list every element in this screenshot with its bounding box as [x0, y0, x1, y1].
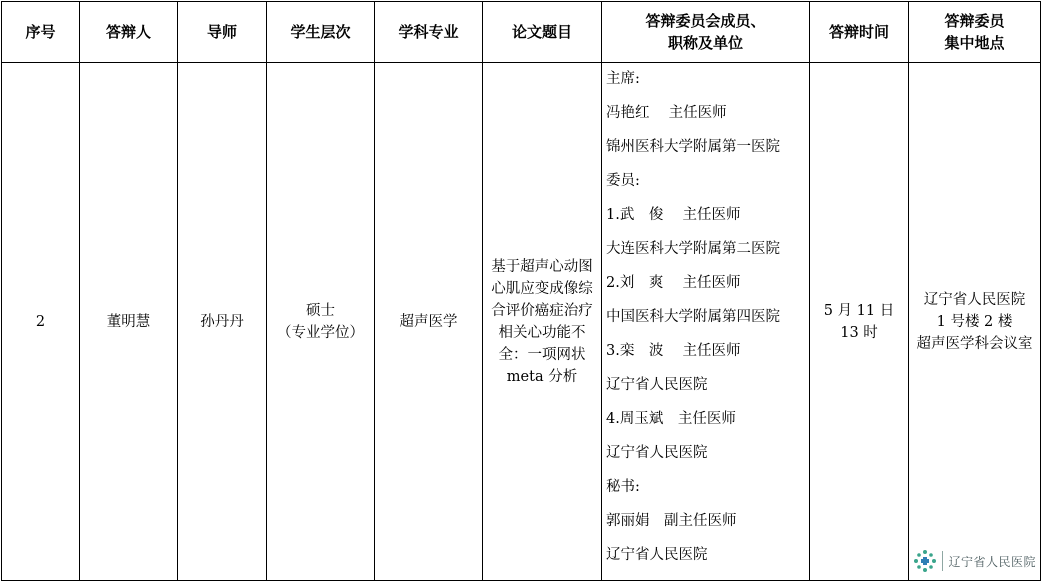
header-seq: 序号	[2, 2, 80, 63]
header-committee	[602, 2, 810, 63]
header-advisor: 导师	[178, 2, 267, 63]
cell-advisor: 孙丹丹	[178, 63, 267, 581]
watermark-divider	[942, 551, 943, 571]
committee-member-line: 中国医科大学附属第四医院	[606, 309, 780, 325]
committee-member-line: 锦州医科大学附属第一医院	[606, 139, 780, 155]
topic-line: meta 分析	[506, 368, 578, 385]
cell-committee	[602, 63, 810, 581]
location-line: 1 号楼 2 楼	[936, 313, 1013, 330]
committee-members-label: 委员:	[606, 173, 640, 189]
committee-member-line: 辽宁省人民医院	[606, 445, 708, 461]
level-line: 硕士	[306, 302, 335, 319]
committee-member-line: 1.武 俊 主任医师	[606, 207, 741, 223]
defense-schedule-table	[1, 1, 1041, 581]
hospital-watermark	[912, 548, 1036, 574]
committee-member-line: 辽宁省人民医院	[606, 377, 708, 393]
committee-member-line: 辽宁省人民医院	[606, 547, 708, 563]
table-row	[2, 63, 1041, 581]
header-location-line: 集中地点	[944, 34, 1005, 52]
header-location	[909, 2, 1041, 63]
time-line: 13 时	[840, 324, 878, 341]
time-line: 5 月 11 日	[823, 302, 895, 319]
watermark-text: 辽宁省人民医院	[948, 554, 1036, 569]
level-line: （专业学位）	[277, 324, 364, 341]
header-major: 学科专业	[375, 2, 483, 63]
header-committee-line: 答辩委员会成员、	[645, 12, 766, 30]
committee-chair-label: 主席:	[606, 71, 640, 87]
location-line: 辽宁省人民医院	[923, 291, 1026, 308]
topic-line: 基于超声心动图	[491, 258, 593, 275]
committee-secretary-label: 秘书:	[606, 479, 640, 495]
topic-line: 合评价癌症治疗	[491, 302, 593, 319]
topic-line: 相关心功能不	[498, 324, 586, 341]
header-committee-line: 职称及单位	[667, 34, 743, 52]
committee-member-line: 3.栾 波 主任医师	[606, 343, 741, 359]
cell-location	[909, 63, 1041, 581]
committee-member-line: 冯艳红 主任医师	[606, 105, 727, 121]
committee-member-line: 4.周玉斌 主任医师	[606, 411, 736, 427]
cell-seq: 2	[2, 63, 80, 581]
header-location-line: 答辩委员	[944, 12, 1005, 30]
committee-member-line: 大连医科大学附属第二医院	[606, 241, 780, 257]
hospital-logo-icon	[912, 548, 938, 574]
topic-line: 心肌应变成像综	[491, 280, 593, 297]
location-line: 超声医学科会议室	[916, 335, 1033, 352]
cell-major: 超声医学	[375, 63, 483, 581]
cell-level	[267, 63, 375, 581]
header-time: 答辩时间	[810, 2, 909, 63]
header-defender: 答辩人	[80, 2, 178, 63]
topic-line: 全：一项网状	[498, 346, 586, 363]
header-level: 学生层次	[267, 2, 375, 63]
header-topic: 论文题目	[483, 2, 602, 63]
cell-topic	[483, 63, 602, 581]
cell-time	[810, 63, 909, 581]
header-row	[2, 2, 1041, 63]
committee-member-line: 2.刘 爽 主任医师	[606, 275, 741, 291]
cell-defender: 董明慧	[80, 63, 178, 581]
committee-member-line: 郭丽娟 副主任医师	[606, 513, 737, 529]
